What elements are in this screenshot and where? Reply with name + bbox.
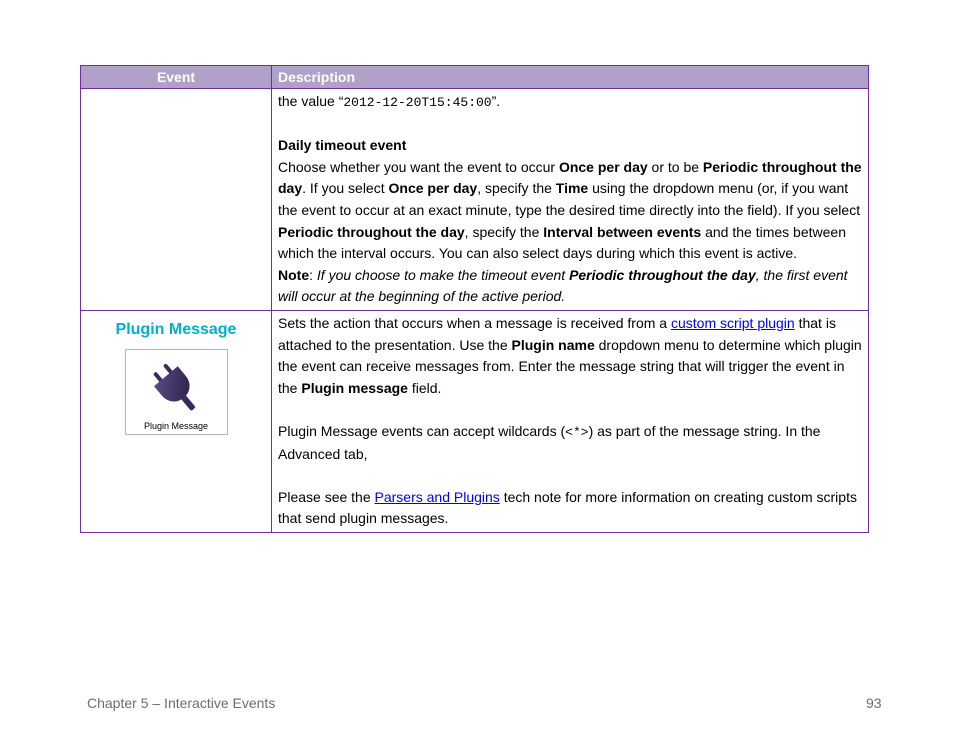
text: or to be (647, 158, 703, 175)
text: and the times between which the interval occurs. You can also select days during which this event is active. (278, 223, 846, 262)
footer-page-number: 93 (866, 695, 882, 711)
header-description: Description (272, 66, 869, 89)
event-cell (81, 310, 272, 532)
text: Sets the action that occurs when a message is received from a (278, 314, 671, 331)
event-title: Plugin Message (115, 320, 237, 338)
plugin-message-tile (125, 349, 228, 435)
value-line (278, 91, 862, 114)
bold-term: Interval between events (543, 223, 702, 240)
text: field. (407, 379, 442, 396)
text: Choose whether you want the event to occur (278, 158, 559, 175)
text: ) as part of the message string. In the Advanced tab, (278, 422, 821, 462)
text: . If you select (302, 180, 389, 197)
wildcard-code: <*> (565, 424, 589, 440)
bold-term: Plugin message (301, 379, 408, 396)
text: Plugin Message events can accept wildcards ( (278, 422, 566, 439)
plugin-paragraph-2 (278, 421, 862, 465)
note-label: Note (278, 266, 310, 283)
description-cell (272, 89, 869, 311)
note-text: , the first event will occur at the beginning of the active period. (278, 266, 848, 305)
text: using the dropdown menu (or, if you want the event to occur at an exact minute, type the desired time directly into the field). If you select (278, 180, 861, 218)
bold-term: Plugin name (511, 336, 595, 353)
bold-term: Periodic throughout the day (278, 158, 862, 197)
text: Please see the (278, 488, 375, 505)
plugin-paragraph-3 (278, 487, 862, 530)
tile-caption: Plugin Message (143, 420, 209, 431)
plug-icon (146, 356, 206, 418)
text: : (309, 266, 317, 283)
text: ”. (491, 93, 501, 109)
description-cell (272, 310, 869, 532)
note-bold-term: Periodic throughout the day (569, 266, 756, 283)
table-row (81, 89, 869, 311)
text: , specify the (464, 223, 544, 240)
text: dropdown menu to determine which plugin the event can receive messages from. Enter the message string that will trigger the event in the (278, 336, 862, 396)
note-paragraph (278, 265, 862, 308)
plugin-paragraph-1 (278, 313, 862, 399)
note-text: If you choose to make the timeout event (316, 266, 570, 283)
table-header-row (81, 66, 869, 89)
text: , specify the (477, 180, 556, 197)
header-event: Event (81, 66, 272, 89)
parsers-and-plugins-link[interactable]: Parsers and Plugins (374, 488, 500, 505)
daily-timeout-paragraph (278, 157, 862, 265)
text: that is attached to the presentation. Use the (278, 314, 836, 353)
table-row (81, 310, 869, 532)
custom-script-plugin-link[interactable]: custom script plugin (670, 314, 795, 331)
bold-term: Once per day (558, 158, 648, 175)
text: the value “ (278, 93, 344, 109)
event-cell-empty (81, 89, 272, 311)
value-code: 2012-12-20T15:45:00 (343, 95, 492, 110)
text: tech note for more information on creating custom scripts that send plugin messages. (278, 488, 857, 527)
footer-chapter: Chapter 5 – Interactive Events (87, 695, 276, 711)
bold-term: Periodic throughout the day (278, 223, 465, 240)
bold-term: Once per day (388, 180, 478, 197)
bold-term: Time (555, 180, 589, 197)
events-table (80, 65, 869, 533)
section-title: Daily timeout event (278, 137, 407, 154)
